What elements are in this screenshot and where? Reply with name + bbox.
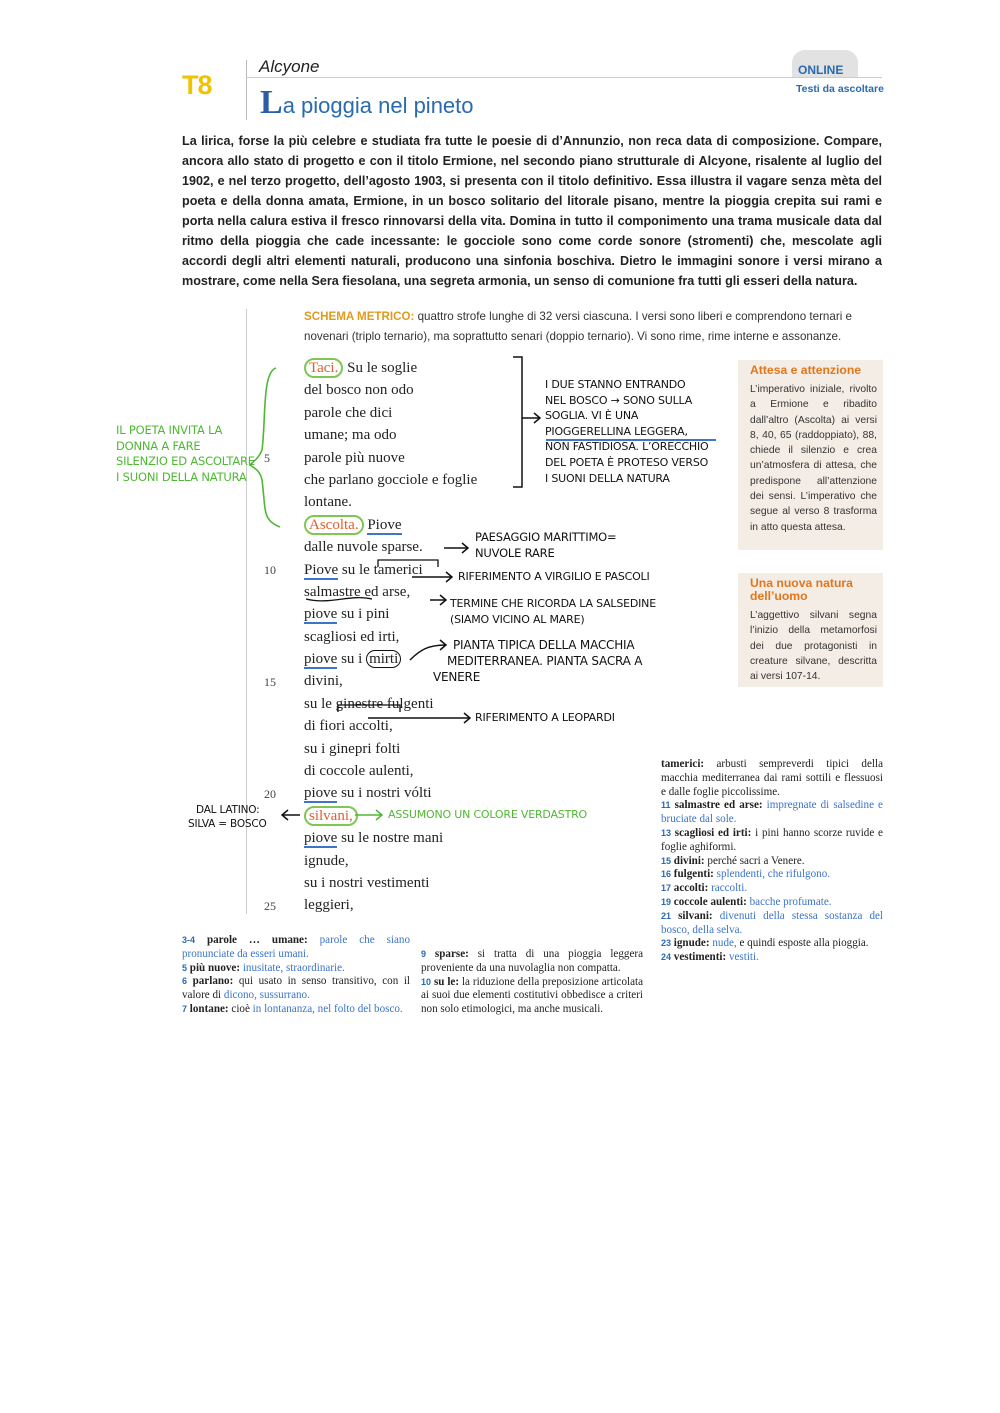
- line-number: 10: [264, 563, 276, 577]
- handwritten-line: NON FASTIDIOSA. L’ORECCHIO: [545, 440, 709, 454]
- note-text: qui usato in senso transitivo, con il valore di: [182, 975, 410, 1002]
- note-text: in lontananza, nel folto del bosco.: [252, 1002, 403, 1015]
- handwritten-note-virgilio: RIFERIMENTO A VIRGILIO E PASCOLI: [458, 570, 650, 583]
- note-text: parole che siano pronunciate da esseri umani.: [182, 934, 410, 960]
- poem-line: piove su le nostre mani: [304, 830, 444, 847]
- handwritten-note-verdastro: ASSUMONO UN COLORE VERDASTRO: [388, 808, 587, 821]
- poem-line: di fiori accolti,: [304, 718, 393, 735]
- handwritten-line: SILENZIO ED ASCOLTARE: [116, 454, 255, 468]
- handwritten-line: PIANTA TIPICA DELLA MACCHIA: [453, 638, 635, 652]
- note-number: 9: [421, 949, 427, 959]
- poem-line: leggieri,: [304, 897, 354, 914]
- sidebox-title: Una nuova natura dell’uomo: [750, 576, 853, 603]
- line-number: 20: [264, 787, 276, 801]
- note-term: lontane:: [189, 1002, 229, 1015]
- handwritten-note-leopardi: RIFERIMENTO A LEOPARDI: [475, 711, 615, 724]
- note-text: arbusti sempreverdi tipici della macchia mediterranea dai rami sottili e flessuosi e dalle foglie piccolissime.: [661, 758, 883, 798]
- note-text: la riduzione della preposizione articolata ai suoi due elementi costitutivi obbedisce a criteri non solo etimologici, ma anche musicali.: [421, 975, 644, 1016]
- note-number: 23: [661, 938, 672, 949]
- poem-line: ignude,: [304, 852, 349, 869]
- poem-line: su i nostri vestimenti: [304, 874, 430, 891]
- poem-line: dalle nuvole sparse.: [304, 539, 423, 556]
- poem-line: parole che dici: [304, 404, 393, 421]
- note-term: silvani:: [678, 909, 713, 922]
- note-text: i pini hanno scorze ruvide e foglie aghiformi.: [661, 826, 883, 853]
- note-term: ignude:: [673, 937, 710, 950]
- note-term: su le:: [433, 975, 460, 988]
- handwritten-line: IL POETA INVITA LA: [116, 423, 223, 437]
- note-text: impregnate di salsedine e bruciate dal sole.: [661, 799, 883, 826]
- handwritten-line: SOGLIA. VI È UNA: [545, 409, 639, 423]
- poem-line: lontane.: [304, 494, 352, 511]
- note-text: vestiti.: [728, 951, 759, 964]
- note-term: accolti:: [673, 882, 709, 895]
- handwritten-line: SILVA = BOSCO: [188, 818, 267, 830]
- metric-scheme-text: quattro strofe lunghe di 32 versi ciascuna. I versi sono liberi e comprendono ternari e novenari (triplo ternario), ma soprattutto senari (doppio ternario). Vi sono rime, rime interne e assonanze.: [304, 310, 852, 343]
- handwritten-line: NEL BOSCO → SONO SULLA: [545, 393, 693, 407]
- poem-line: su le ginestre fulgenti: [304, 695, 434, 712]
- poem-line: umane; ma odo: [304, 427, 397, 444]
- poem-line: salmastre ed arse,: [304, 583, 411, 600]
- note-number: 19: [661, 896, 672, 907]
- book-title: Alcyone: [259, 57, 320, 76]
- title-rest: a pioggia nel pineto: [282, 93, 474, 118]
- note-text: raccolti.: [711, 882, 748, 895]
- handwritten-line: MEDITERRANEA. PIANTA SACRA A: [447, 654, 643, 668]
- note-number: 6: [182, 976, 188, 987]
- note-text: perché sacri a Venere.: [707, 854, 805, 867]
- text-label: T8: [182, 70, 212, 100]
- note-number: 7: [182, 1003, 188, 1014]
- note-number: 16: [661, 869, 672, 880]
- handwritten-line: (SIAMO VICINO AL MARE): [450, 612, 585, 626]
- poem-line: piove su i mirti: [304, 648, 477, 670]
- note-term: parlano:: [192, 975, 234, 988]
- sidebox-body: L’imperativo iniziale, rivolto a Ermione e ribadito dall’altro (Ascolta) ai versi 8, 40, 65 (raddoppiato), 88, chiede il silenzio e crea un’atmosfera di attesa, che predispone all’attenzione dei sensi. L’imperativo che segue al verso 8 trasforma in atto questa attesa.: [750, 384, 877, 533]
- note-term: tamerici:: [661, 758, 705, 770]
- note-number: 17: [661, 883, 672, 894]
- note-text: divenuti della stessa sostanza del bosco, della selva.: [661, 909, 884, 936]
- note-number: 24: [661, 952, 672, 963]
- poem-line: di coccole aulenti,: [304, 763, 414, 780]
- note-number: 11: [661, 800, 671, 811]
- handwritten-line: DONNA A FARE: [116, 438, 201, 453]
- line-number: 25: [264, 899, 276, 913]
- note-term: vestimenti:: [673, 951, 727, 964]
- note-number: 5: [182, 962, 188, 973]
- note-term: parole … umane:: [206, 934, 308, 946]
- poem-line: parole più nuove: [304, 449, 405, 466]
- handwritten-line: DAL LATINO:: [196, 804, 260, 816]
- note-number: 3-4: [182, 935, 196, 945]
- handwritten-line: NUVOLE RARE: [475, 545, 555, 560]
- handwritten-line: DEL POETA È PROTESO VERSO: [545, 455, 709, 469]
- handwritten-line: I SUONI DELLA NATURA: [116, 469, 247, 484]
- sidebox-body: L’aggettivo silvani segna l’inizio della metamorfosi dei due protagonisti in creature silvane, descritta ai versi 107-14.: [750, 610, 877, 683]
- note-text: si tratta di una pioggia leggera proveniente da una nuvolaglia non compatta.: [421, 948, 643, 974]
- note-number: 13: [661, 827, 672, 838]
- note-text: bacche profumate.: [749, 895, 832, 908]
- note-number: 15: [661, 855, 672, 866]
- handwritten-line: PIOGGERELLINA LEGGERA,: [545, 424, 688, 438]
- title-initial: L: [260, 84, 283, 121]
- handwritten-line: TERMINE CHE RICORDA LA SALSEDINE: [450, 597, 656, 610]
- note-number: 10: [421, 976, 432, 987]
- line-number: 5: [264, 451, 270, 465]
- handwritten-line: I SUONI DELLA NATURA: [545, 471, 670, 485]
- metric-scheme-label: SCHEMA METRICO:: [304, 310, 415, 323]
- line-number: 15: [264, 675, 276, 689]
- handwritten-line: PAESAGGIO MARITTIMO=: [475, 530, 617, 544]
- online-audio-link[interactable]: Testi da ascoltare: [796, 83, 884, 95]
- note-text: cioè: [231, 1002, 253, 1015]
- intro-paragraph: La lirica, forse la più celebre e studiata fra tutte le poesie di d’Annunzio, non reca data di composizione. Compare, ancora allo stato di progetto e con il titolo Ermione, nel secondo piano strutturale di Alcyone, risalente al luglio del 1902, e nel terzo progetto, dell’agosto 1903, si presenta con il titolo definitivo. Essa illustra il vagare senza mèta del poeta e della donna amata, Ermione, in un bosco solitario del litorale pisano, mentre la pioggia crepita sui rami e porta nella calura estiva il fresco rinnovarsi della vita. Domina in tutto il componimento una trama musicale data dal ritmo della pioggia che cade incessante: le gocciole sono come corde sonore (stromenti) che, mescolate agli accordi degli altri elementi naturali, producono una sinfonia boschiva. Dietro le immagini sonore i versi mirano a mostrare, come nella Sera fiesolana, una segreta armonia, un senso di comunione fra tutti gli esseri della natura.: [182, 134, 882, 288]
- note-term: salmastre ed arse:: [674, 799, 763, 812]
- note-text: nude,: [712, 937, 737, 950]
- poem-line: su i ginepri folti: [304, 740, 401, 757]
- note-text: inusitate, straordinarie.: [242, 961, 345, 974]
- online-label[interactable]: ONLINE: [798, 63, 844, 77]
- poem-line: piove su i nostri vólti: [304, 785, 432, 802]
- poem-line: silvani,: [304, 805, 477, 827]
- note-term: sparse:: [434, 948, 469, 960]
- note-term: fulgenti:: [673, 868, 714, 881]
- note-term: divini:: [673, 854, 705, 867]
- poem-line: Piove su le tamerici: [304, 561, 423, 578]
- note-text: splendenti, che rifulgono.: [716, 868, 831, 881]
- note-number: 21: [661, 910, 672, 921]
- poem-line: divini,: [304, 673, 343, 690]
- handwritten-line: VENERE: [433, 670, 481, 684]
- note-term: scagliosi ed irti:: [674, 826, 752, 839]
- poem-line: piove su i pini: [304, 606, 390, 623]
- sidebox-title: Attesa e attenzione: [750, 363, 862, 377]
- poem-line: del bosco non odo: [304, 382, 414, 399]
- note-term: coccole aulenti:: [673, 895, 747, 908]
- note-text: e quindi esposte alla pioggia.: [736, 937, 869, 950]
- note-text: dicono, sussurrano.: [223, 989, 310, 1002]
- handwritten-line: I DUE STANNO ENTRANDO: [545, 378, 686, 391]
- poem-line: Ascolta. Piove: [304, 514, 477, 536]
- poem-line: Taci. Su le soglie: [304, 357, 477, 379]
- note-term: più nuove:: [189, 961, 241, 974]
- poem-line: che parlano gocciole e foglie: [304, 471, 478, 488]
- poem-line: scagliosi ed irti,: [304, 628, 400, 645]
